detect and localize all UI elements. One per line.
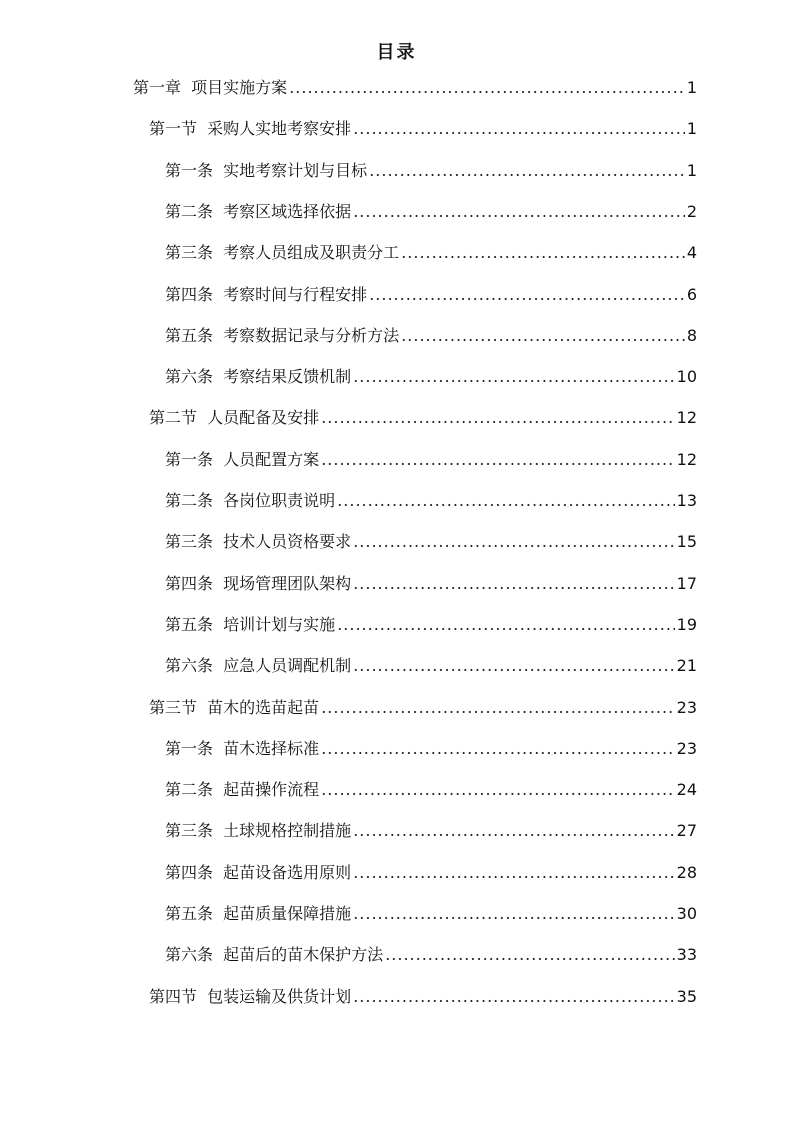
toc-entry-label: 第一条 人员配置方案: [165, 449, 320, 469]
toc-entry[interactable]: [165, 240, 697, 270]
toc-entry[interactable]: [165, 571, 697, 601]
toc-leader-dots: [353, 904, 674, 923]
toc-leader-dots: [353, 202, 685, 221]
toc-entry[interactable]: [149, 405, 697, 435]
toc-leader-dots: [369, 285, 685, 304]
toc-entry[interactable]: [165, 529, 697, 559]
toc-entry[interactable]: [165, 447, 697, 477]
toc-leader-dots: [353, 863, 674, 882]
toc-leader-dots: [337, 491, 674, 510]
toc-entry-label: 第六条 应急人员调配机制: [165, 656, 352, 676]
toc-entry-label: 第四条 现场管理团队架构: [165, 573, 352, 593]
toc-entry-page-number: 27: [676, 821, 697, 841]
toc-leader-dots: [401, 243, 685, 262]
toc-leader-dots: [289, 78, 685, 97]
toc-entry-label: 第五条 起苗质量保障措施: [165, 904, 352, 923]
toc-entry-page-number: 2: [686, 201, 697, 221]
toc-entry-label: 第三条 技术人员资格要求: [165, 532, 352, 552]
toc-entry[interactable]: [165, 158, 697, 188]
toc-entry-page-number: 13: [676, 491, 697, 510]
toc-leader-dots: [337, 615, 674, 634]
toc-entry[interactable]: [165, 199, 697, 229]
toc-entry-page-number: 6: [686, 284, 697, 304]
toc-entry-label: 第三条 考察人员组成及职责分工: [165, 243, 400, 263]
toc-entry[interactable]: [133, 75, 697, 105]
toc-entry[interactable]: [149, 695, 697, 725]
toc-leader-dots: [401, 326, 685, 345]
toc-leader-dots: [353, 532, 674, 551]
toc-leader-dots: [353, 574, 674, 593]
toc-entry[interactable]: [165, 488, 697, 518]
toc-entry-label: 第一节 采购人实地考察安排: [149, 119, 352, 139]
toc-leader-dots: [353, 367, 674, 386]
toc-entry-label: 第四节 包装运输及供货计划: [149, 986, 352, 1006]
toc-entry-page-number: 15: [676, 532, 697, 552]
toc-entry-page-number: 28: [676, 862, 697, 882]
toc-entry-page-number: 21: [676, 656, 697, 676]
toc-leader-dots: [321, 698, 674, 717]
toc-leader-dots: [385, 945, 674, 964]
toc-entry-page-number: 10: [676, 367, 697, 387]
toc-entry[interactable]: [165, 282, 697, 312]
toc-leader-dots: [353, 119, 685, 138]
toc-entry[interactable]: [165, 612, 697, 642]
toc-entry-page-number: 19: [676, 614, 697, 634]
toc-entry[interactable]: [165, 653, 697, 683]
toc-leader-dots: [321, 780, 674, 799]
toc-entry-label: 第三节 苗木的选苗起苗: [149, 697, 320, 717]
toc-entry-label: 第四条 考察时间与行程安排: [165, 284, 368, 304]
toc-entry-label: 第一条 苗木选择标准: [165, 738, 320, 758]
toc-entry-page-number: 17: [676, 573, 697, 593]
page-title: 目录: [376, 42, 417, 63]
toc-entry-page-number: 23: [676, 738, 697, 758]
toc-entry-label: 第五条 考察数据记录与分析方法: [165, 325, 400, 345]
toc-entry-label: 第一条 实地考察计划与目标: [165, 160, 368, 180]
toc-entry[interactable]: [149, 984, 697, 1014]
toc-entry-page-number: 4: [686, 243, 697, 263]
toc-entry-label: 第一章 项目实施方案: [133, 78, 288, 97]
toc-entry[interactable]: [165, 323, 697, 353]
toc-entry-page-number: 12: [676, 449, 697, 469]
toc-entry-label: 第六条 考察结果反馈机制: [165, 367, 352, 387]
toc-entry[interactable]: [165, 860, 697, 890]
toc-leader-dots: [369, 161, 685, 180]
toc-entry-page-number: 12: [676, 408, 697, 428]
toc-entry-page-number: 33: [676, 945, 697, 965]
toc-leader-dots: [353, 987, 674, 1006]
toc-entry-label: 第六条 起苗后的苗木保护方法: [165, 945, 384, 965]
toc-entry[interactable]: [165, 901, 697, 931]
toc-entry-label: 第三条 土球规格控制措施: [165, 821, 352, 841]
toc-leader-dots: [321, 739, 674, 758]
toc-leader-dots: [353, 656, 674, 675]
toc-entry[interactable]: [165, 364, 697, 394]
toc-entry[interactable]: [165, 818, 697, 848]
toc-entry[interactable]: [165, 777, 697, 807]
toc-entry[interactable]: [149, 116, 697, 146]
toc-entry-page-number: 1: [686, 119, 697, 139]
toc-entry[interactable]: [165, 736, 697, 766]
toc-entry-label: 第二条 考察区域选择依据: [165, 201, 352, 221]
toc-entry-label: 第二条 各岗位职责说明: [165, 491, 336, 510]
toc-entry-page-number: 35: [676, 986, 697, 1006]
toc-entry-page-number: 24: [676, 780, 697, 800]
toc-entry-page-number: 8: [686, 325, 697, 345]
toc-entry-page-number: 1: [686, 78, 697, 97]
toc-entry-label: 第二条 起苗操作流程: [165, 780, 320, 800]
toc-entry-label: 第二节 人员配备及安排: [149, 408, 320, 428]
toc-entry-label: 第四条 起苗设备选用原则: [165, 862, 352, 882]
toc-entry-label: 第五条 培训计划与实施: [165, 614, 336, 634]
toc-entry-page-number: 1: [686, 160, 697, 180]
toc-leader-dots: [353, 821, 674, 840]
toc-entry[interactable]: [165, 942, 697, 972]
toc-leader-dots: [321, 450, 674, 469]
toc-entry-page-number: 30: [676, 904, 697, 923]
toc-leader-dots: [321, 408, 674, 427]
toc-entry-page-number: 23: [676, 697, 697, 717]
